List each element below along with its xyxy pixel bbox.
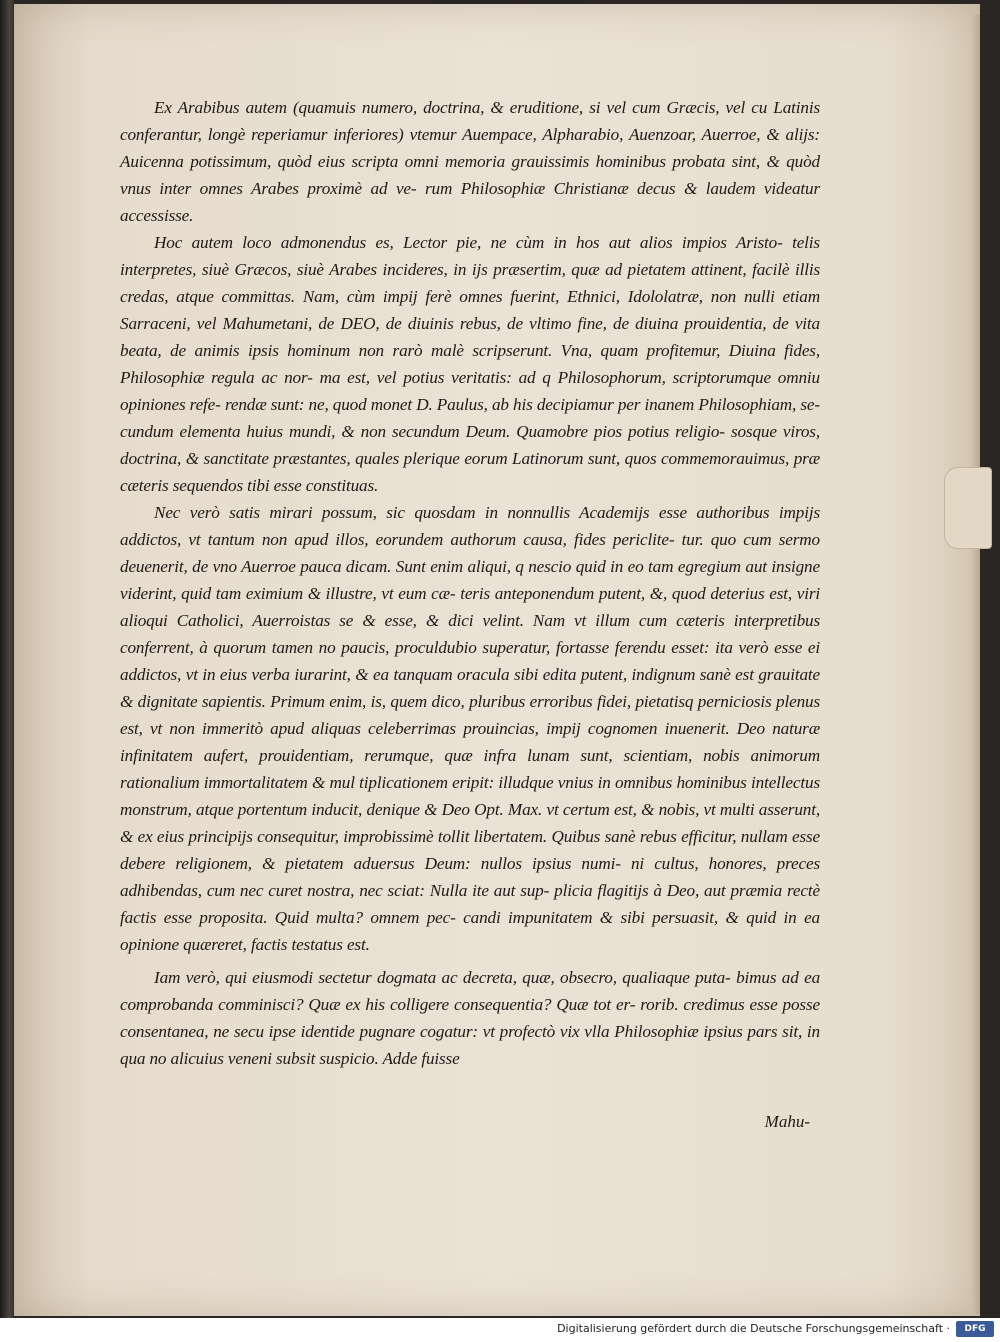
line: impij cognomen inuenerit. Deo naturæ infinitatem aufert, prouidentiam, rerumque, bbox=[120, 719, 821, 765]
line: quid in eo tam egregium aut insigne viderint, quid tam eximium & illustre, vt eum cæ- bbox=[120, 557, 820, 603]
line: rum Philosophiæ Christianæ decus & laudem videatur accessisse. bbox=[120, 179, 820, 225]
line: attinent, facilè illis credas, atque committas. Nam, cùm impij ferè omnes fuerint, bbox=[120, 260, 820, 306]
line: Iam verò, qui eiusmodi sectetur dogmata ac decreta, quæ, obsecro, qualiaque puta- bbox=[154, 968, 731, 987]
line: cu Latinis conferantur, longè reperiamur inferiores) vtemur Auempace, Alpharabio, bbox=[120, 98, 820, 144]
paragraph-2 bbox=[120, 229, 820, 499]
line: ma est, vel potius veritatis: ad q Philosophorum, scriptorumque omniu opiniones refe- bbox=[120, 368, 821, 414]
line: rebus, de vltimo fine, de diuina prouidentia, de vita beata, de animis ipsis hominum non bbox=[120, 314, 820, 360]
footer-credit: Digitalisierung gefördert durch die Deutsche Forschungsgemeinschaft · bbox=[557, 1322, 950, 1335]
line: quos commemorauimus, præ cæteris sequendos tibi esse constituas. bbox=[120, 449, 820, 495]
line: tamen no paucis, proculdubio superatur, fortasse ferendu esset: ita verò esse ei addictos, bbox=[120, 638, 820, 684]
line: vt in eius verba iurarint, & ea tanquam oracula sibi edita putent, indignum sanè est bbox=[185, 665, 754, 684]
line: pietatisq perniciosis plenus est, vt non immeritò apud aliquas celeberrimas prouincias, bbox=[120, 692, 820, 738]
line: cundum elementa huius mundi, & non secundum Deum. Quamobre pios potius religio- bbox=[120, 422, 725, 441]
line: bimus ad ea comprobanda comminisci? Quæ ex his colligere consequentia? Quæ tot er- bbox=[120, 968, 821, 1014]
page-text bbox=[120, 94, 820, 1072]
line: Auenzoar, Auerroe, & alijs: Auicenna potissimum, quòd eius scripta omni memoria bbox=[120, 125, 820, 171]
book-binding-edge bbox=[0, 0, 14, 1318]
dfg-logo: DFG bbox=[956, 1321, 994, 1337]
line: vix vlla Philosophiæ ipsius pars sit, in qua no alicuius veneni subsit suspicio. Adde fuisse bbox=[120, 1022, 820, 1068]
line: tiplicationem eripit: illudque vnius in omnibus hominibus intellectus monstrum, atque bbox=[120, 773, 820, 819]
paragraph-3 bbox=[120, 499, 820, 958]
paragraph-4 bbox=[120, 964, 820, 1072]
line: Ethnici, Idololatræ, non nulli etiam Sarraceni, vel Mahumetani, de DEO, de diuinis bbox=[120, 287, 820, 333]
line: sosque viros, doctrina, & sanctitate præstantes, quales plerique eorum Latinorum sunt, bbox=[120, 422, 820, 468]
line: grauitate & dignitate sapientis. Primum enim, is, quem dico, pluribus erroribus fidei, bbox=[120, 665, 821, 711]
page-tab bbox=[944, 467, 992, 549]
line: quæ infra lunam sunt, scientiam, nobis animorum rationalium immortalitatem & mul bbox=[120, 746, 820, 792]
line: impijs addictos, vt tantum non apud illos, eorundem authorum causa, fides periclite- bbox=[120, 503, 820, 549]
line: teris anteponendum putent, &, quod deterius est, viri alioqui Catholici, Auerroistas se bbox=[120, 584, 820, 630]
line: ni cultus, honores, preces adhibendas, cum nec curet nostra, nec sciat: Nulla ite aut sup- bbox=[120, 854, 820, 900]
page-edge bbox=[972, 14, 980, 1314]
line: portentum inducit, denique & Deo Opt. Max. vt certum est, & nobis, vt multi asserunt, bbox=[237, 800, 821, 819]
line: est. bbox=[346, 935, 370, 954]
line: grauissimis hominibus probata sint, & quòd vnus inter omnes Arabes proximè ad ve- bbox=[120, 152, 820, 198]
line: plicia flagitijs à Deo, aut præmia rectè factis esse proposita. Quid multa? omnem pec- bbox=[120, 881, 820, 927]
line: tur. quo cum sermo deuenerit, de vno Auerroe pauca dicam. Sunt enim aliqui, q nescio bbox=[120, 530, 820, 576]
line: & esse, & dici velint. Nam vt illum cum cæteris interpretibus conferrent, à quorum bbox=[120, 611, 820, 657]
line: telis interpretes, siuè Græcos, siuè Arabes incideres, in ijs præsertim, quæ ad pietatem bbox=[120, 233, 820, 279]
catchword: Mahu- bbox=[764, 1112, 810, 1131]
line: rarò malè scripserunt. Vna, quam profitemur, Diuina fides, Philosophiæ regula ac nor- bbox=[120, 341, 820, 387]
line: efficitur, nullam esse debere religionem, & pietatem aduersus Deum: nullos ipsius numi- bbox=[120, 827, 820, 873]
paragraph-1 bbox=[120, 94, 820, 229]
line: Hoc autem loco admonendus es, Lector pie, ne cùm in hos aut alios impios Aristo- bbox=[154, 233, 783, 252]
line: rorib. credimus esse posse consentanea, ne secu ipse identide pugnare cogatur: vt profectò bbox=[120, 995, 820, 1041]
line: Nec verò satis mirari possum, sic quosdam in nonnullis Academijs esse authoribus bbox=[154, 503, 770, 522]
footer-bar bbox=[0, 1318, 1000, 1342]
line: Ex Arabibus autem (quamuis numero, doctrina, & eruditione, si vel cum Græcis, vel bbox=[154, 98, 746, 117]
line: rendæ sunt: ne, quod monet D. Paulus, ab his decipiamur per inanem Philosophiam, se- bbox=[224, 395, 820, 414]
line: candi impunitatem & sibi persuasit, & quid in ea opinione quæreret, factis testatus bbox=[120, 908, 820, 954]
line: & ex eius principijs consequitur, improbissimè tollit libertatem. Quibus sanè rebus bbox=[120, 827, 677, 846]
